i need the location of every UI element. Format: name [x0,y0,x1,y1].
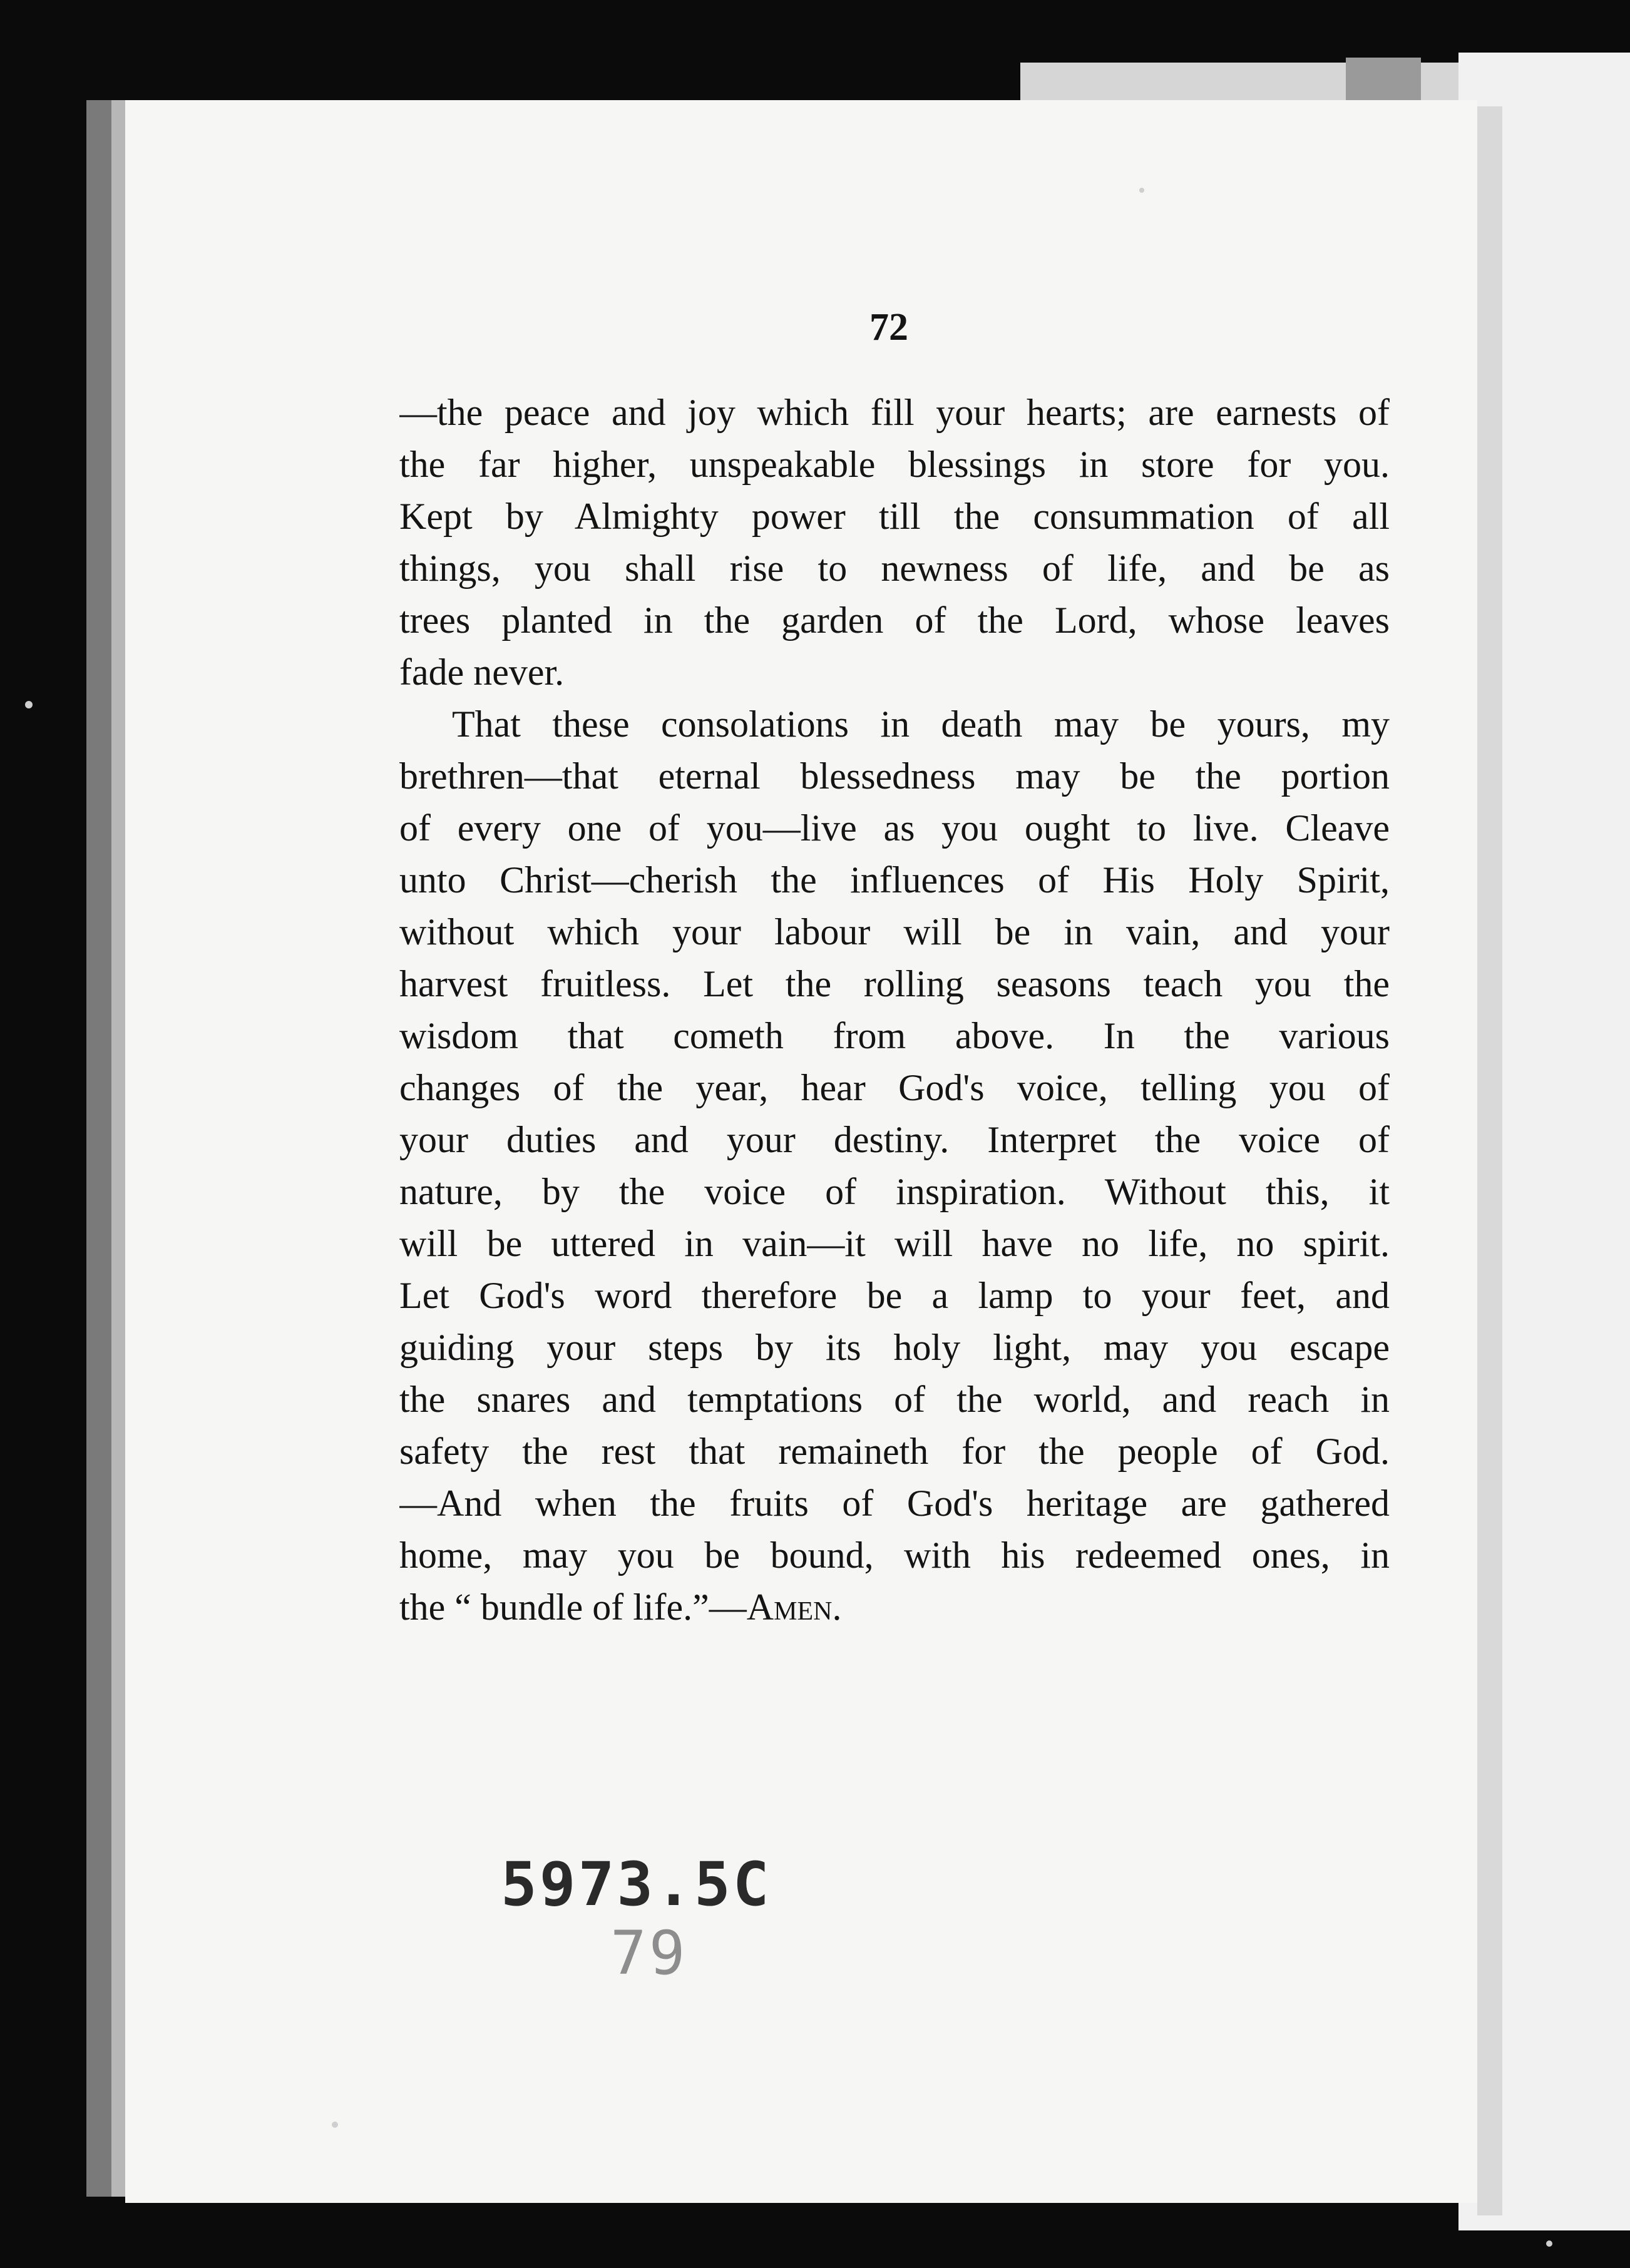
text-line-final [399,1581,1390,1633]
text-line: wisdom that cometh from above. In the various [399,1015,1390,1056]
text-line: guiding your steps by its holy light, may you escape [399,1327,1390,1368]
text-line: That these consolations in death may be yours, my [452,703,1390,745]
text-line: safety the rest that remaineth for the people of God. [399,1431,1390,1472]
text-line: fade never. [399,651,565,693]
text-line: trees planted in the garden of the Lord, whose leaves [399,600,1390,641]
text-line: harvest fruitless. Let the rolling seasons teach you the [399,963,1390,1004]
text-line: of every one of you—live as you ought to live. Cleave [399,807,1390,849]
speck [1139,188,1144,193]
text-line: brethren—that eternal blessedness may be the portion [399,755,1390,797]
text-line: will be uttered in vain—it will have no life, no spirit. [399,1223,1390,1264]
final-line-text: the “ bundle of life.”— [399,1586,747,1628]
text-line: Let God's word therefore be a lamp to your feet, and [399,1275,1390,1316]
speck [332,2122,338,2128]
text-line: things, you shall rise to newness of life, and be as [399,548,1390,589]
page-number: 72 [869,306,908,349]
adjacent-page-edge [1477,106,1502,2215]
text-line: unto Christ—cherish the influences of His Holy Spirit, [399,859,1390,901]
text-line: the snares and temptations of the world, and reach in [399,1379,1390,1420]
text-line: the far higher, unspeakable blessings in store for you. [399,444,1390,485]
text-line: —And when the fruits of God's heritage are gathered [399,1483,1390,1524]
text-line: nature, by the voice of inspiration. Without this, it [399,1171,1390,1212]
body-text [399,387,1390,1633]
library-volume-stamp: 79 [610,1918,688,1988]
library-call-number-stamp: 5973.5C [501,1849,772,1919]
speck [1546,2240,1552,2247]
text-line: changes of the year, hear God's voice, telling you of [399,1067,1390,1108]
amen-text: Amen. [746,1586,842,1628]
text-line: your duties and your destiny. Interpret the voice of [399,1119,1390,1160]
text-line: without which your labour will be in vain, and your [399,911,1390,953]
text-line: Kept by Almighty power till the consummation of all [399,496,1390,537]
speck [25,701,33,708]
text-line: —the peace and joy which fill your hearts; are earnests of [399,392,1390,433]
text-line: home, may you be bound, with his redeemed ones, in [399,1535,1390,1576]
